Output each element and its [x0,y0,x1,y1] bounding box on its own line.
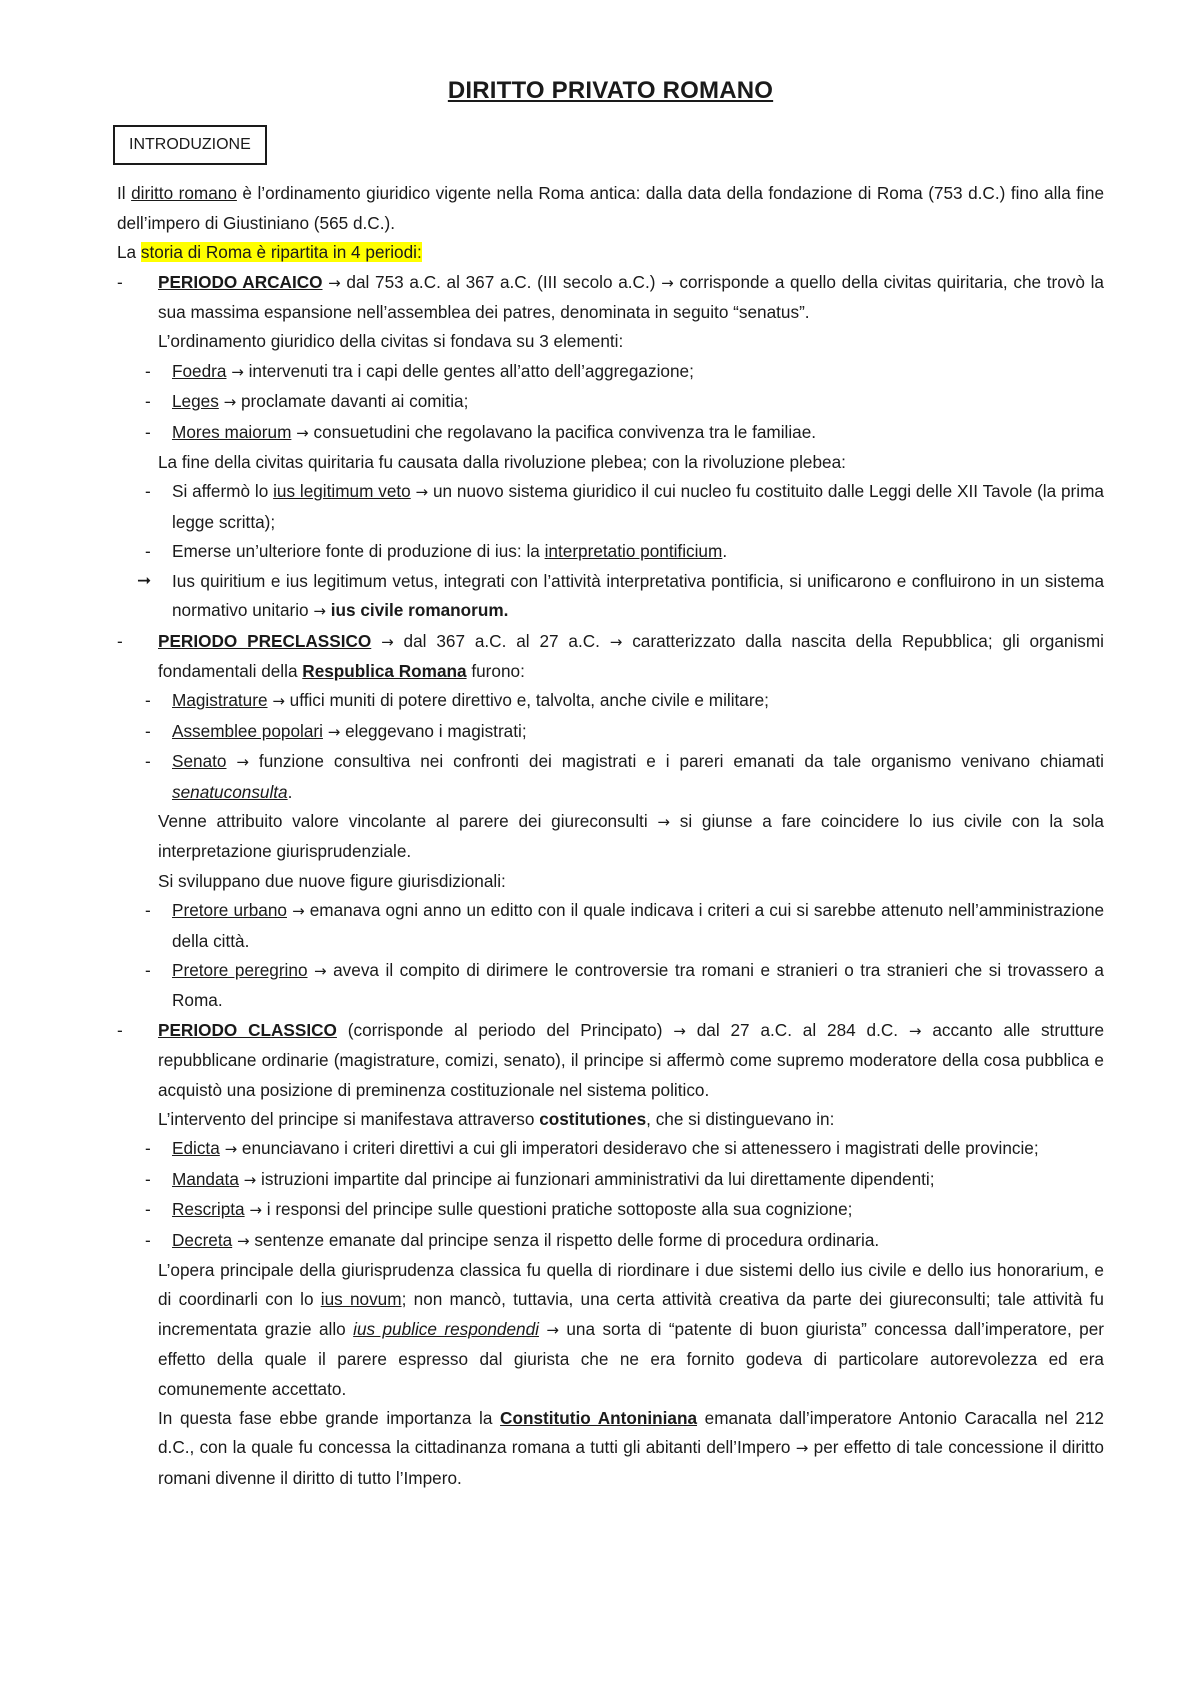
term-diritto-romano: diritto romano [131,183,237,204]
arrow-icon: → [415,483,429,502]
arrow-icon: → [657,812,670,831]
list-item: - Edicta → enunciavano i criteri direttivi a cui gli imperatori desideravo che si attenessero i magistrati delle provincie; [117,1134,1104,1164]
sub-list [117,896,1104,1016]
arrow-icon: → [313,602,326,621]
paragraph: La fine della civitas quiritaria fu causata dalla rivoluzione plebea; con la rivoluzione plebea: [158,452,846,473]
section-box-introduzione: INTRODUZIONE [113,125,267,165]
highlighted-text: storia di Roma è ripartita in 4 periodi [140,242,417,263]
arrow-icon: → [231,362,244,381]
arrow-icon: → [661,273,674,292]
arrow-icon: → [292,902,305,921]
paragraph: In questa fase ebbe grande importanza la Constitutio Antoniniana emanata dall’imperatore Antonio Caracalla nel 212 d.C., con la quale fu concessa la cittadinanza romana a tutti gli abitanti dell’Impero → per effetto di tale concessione il diritto romani divenne il diritto di tutto l’Impero. [158,1408,1104,1488]
paragraph: Venne attribuito valore vincolante al parere dei giureconsulti → si giunse a fare coincidere lo ius civile con la sola interpretazione giurisprudenziale. [158,810,1104,862]
arrow-icon: → [236,753,249,772]
list-item: - Magistrature → uffici muniti di potere direttivo e, talvolta, anche civile e militare; [117,686,1104,716]
sub-list [117,477,1104,626]
list-item: - Foedra → intervenuti tra i capi delle gentes all’atto dell’aggregazione; [117,357,1104,387]
arrow-icon: → [381,632,394,651]
intro-paragraph: Il diritto romano è l’ordinamento giuridico vigente nella Roma antica: dalla data della fondazione di Roma (753 d.C.) fino alla fine dell’impero di Giustiniano (565 d.C.). [117,183,1104,233]
arrow-icon: → [609,632,623,651]
heading-periodo-preclassico: PERIODO PRECLASSICO [158,630,372,651]
list-item-periodo-preclassico: - PERIODO PRECLASSICO → dal 367 a.C. al 27 a.C. → caratterizzato dalla nascita della Repubblica; gli organismi fondamentali della Respublica Romana furono: - Magistrature → uffici muniti di potere direttivo e, talvolta, anche civile e militare; - Assemblee popolari → eleggevano i magistrati; - Senato → funzione consultiva nei confronti dei magistrati e i pareri emanati da tale organismo venivano chiamati senatuconsulta. Venne attribuito valore vincolante al parere dei giureconsulti → si giunse a fare coincidere lo ius civile con la sola interpretazione giurisprudenziale. Si sviluppano due nuove figure giurisdizionali: - Pretore urbano → emanava ogni anno un editto con il quale indicava i criteri a cui si sarebbe attenuto nell’amministrazione della città. - Pretore peregrino → aveva il compito di dirimere le controversie tra romani e stranieri o tra stranieri che si trovassero a Roma. [117,627,1104,1016]
list-item: - Mores maiorum → consuetudini che regolavano la pacifica convivenza tra le familiae. [117,418,1104,448]
arrow-icon: → [236,1231,250,1250]
arrow-icon: → [223,393,237,412]
heading-periodo-classico: PERIODO CLASSICO [158,1019,337,1040]
paragraph: L’intervento del principe si manifestava attraverso costitutiones, che si distinguevano in: [158,1109,835,1129]
arrow-icon: → [272,692,285,711]
list-item-arrow: ➞ Ius quiritium e ius legitimum vetus, integrati con l’attività interpretativa pontificia, si unificarono e confluirono in un sistema normativo unitario → ius civile romanorum. [117,567,1104,627]
arrow-icon: → [327,722,341,741]
arrow-icon: → [546,1320,559,1339]
list-item: - Leges → proclamate davanti ai comitia; [117,387,1104,417]
periods-list [117,268,1104,1494]
arrow-icon: → [908,1021,922,1040]
arrow-icon: → [328,273,341,292]
arrow-icon: → [296,423,309,442]
list-item: - Emerse un’ulteriore fonte di produzione di ius: la interpretatio pontificium. [117,537,1104,566]
sub-list [117,686,1104,807]
list-item: - Mandata → istruzioni impartite dal principe ai funzionari amministrativi da lui direttamente dipendenti; [117,1165,1104,1195]
arrow-icon: → [673,1021,686,1040]
arrow-icon: → [314,961,327,980]
paragraph: L’ordinamento giuridico della civitas si fondava su 3 elementi: [158,331,624,352]
list-item-periodo-arcaico: - PERIODO ARCAICO → dal 753 a.C. al 367 a.C. (III secolo a.C.) → corrisponde a quello della civitas quiritaria, che trovò la sua massima espansione nell’assemblea dei patres, denominata in seguito “senatus”. L’ordinamento giuridico della civitas si fondava su 3 elementi: - Foedra → intervenuti tra i capi delle gentes all’atto dell’aggregazione; - Leges → proclamate davanti ai comitia; - Mores maiorum → consuetudini che regolavano la pacifica convivenza tra le familiae. La fine della civitas quiritaria fu causata dalla rivoluzione plebea; con la rivoluzione plebea: - Si affermò lo ius legitimum veto → un nuovo sistema giuridico il cui nucleo fu costituito dalle Leggi delle XII Tavole (la prima legge scritta); - Emerse un’ulteriore fonte di produzione di ius: la interpretatio pontificium. ➞ Ius quiritium e ius legitimum vetus, integrati con l’attività interpretativa pontificia, si unificarono e confluirono in un sistema normativo unitario → ius civile romanorum. [117,268,1104,627]
document-title: DIRITTO PRIVATO ROMANO [447,77,774,104]
list-item: - Decreta → sentenze emanate dal principe senza il rispetto delle forme di procedura ordinaria. [117,1226,1104,1256]
paragraph: Si sviluppano due nuove figure giurisdizionali: [158,870,506,891]
arrow-icon: → [224,1140,238,1159]
list-item-periodo-classico: - PERIODO CLASSICO (corrisponde al periodo del Principato) → dal 27 a.C. al 284 d.C. → accanto alle strutture repubblicane ordinarie (magistrature, comizi, senato), il principe si affermò come supremo moderatore della cosa pubblica e acquistò una posizione di preminenza costituzionale nel sistema politico. L’intervento del principe si manifestava attraverso costitutiones, che si distinguevano in: - Edicta → enunciavano i criteri direttivi a cui gli imperatori desideravo che si attenessero i magistrati delle provincie; - Mandata → istruzioni impartite dal principe ai funzionari amministrativi da lui direttamente dipendenti; - Rescripta → i responsi del principe sulle questioni pratiche sottoposte alla sua cognizione; - Decreta → sentenze emanate dal principe senza il rispetto delle forme di procedura ordinaria. L’opera principale della giurisprudenza classica fu quella di riordinare i due sistemi dello ius civile e dello ius honorarium, e di coordinarli con lo ius novum; non mancò, tuttavia, una certa attività creativa da parte dei giureconsulti; tale attività fu incrementata grazie allo ius publice respondendi → una sorta di “patente di buon giurista” concessa dall’imperatore, per effetto della quale il parere espresso dal giurista che ne era fornito godeva di particolare autorevolezza ed era comunemente accettato. In questa fase ebbe grande importanza la Constitutio Antoniniana emanata dall’imperatore Antonio Caracalla nel 212 d.C., con la quale fu concessa la cittadinanza romana a tutti gli abitanti dell’Impero → per effetto di tale concessione il diritto romani divenne il diritto di tutto l’Impero. [117,1016,1104,1494]
heading-periodo-arcaico: PERIODO ARCAICO [158,271,323,292]
list-item: - Assemblee popolari → eleggevano i magistrati; [117,717,1104,747]
sub-list [117,1134,1104,1256]
arrow-icon: → [249,1201,262,1220]
arrow-icon: → [243,1170,257,1189]
list-item: - Pretore peregrino → aveva il compito di dirimere le controversie tra romani e stranieri o tra stranieri che si trovassero a Roma. [117,956,1104,1016]
list-item: - Senato → funzione consultiva nei confronti dei magistrati e i pareri emanati da tale organismo venivano chiamati senatuconsulta. [117,747,1104,807]
paragraph: L’opera principale della giurisprudenza classica fu quella di riordinare i due sistemi dello ius civile e dello ius honorarium, e di coordinarli con lo ius novum; non mancò, tuttavia, una certa attività creativa da parte dei giureconsulti; tale attività fu incrementata grazie allo ius publice respondendi → una sorta di “patente di buon giurista” concessa dall’imperatore, per effetto della quale il parere espresso dal giurista che ne era fornito godeva di particolare autorevolezza ed era comunemente accettato. [158,1260,1104,1399]
list-item: - Pretore urbano → emanava ogni anno un editto con il quale indicava i criteri a cui si sarebbe attenuto nell’amministrazione della città. [117,896,1104,956]
list-item: - Si affermò lo ius legitimum veto → un nuovo sistema giuridico il cui nucleo fu costituito dalle Leggi delle XII Tavole (la prima legge scritta); [117,477,1104,537]
arrow-icon: → [795,1439,809,1458]
sub-list [117,357,1104,448]
list-item: - Rescripta → i responsi del principe sulle questioni pratiche sottoposte alla sua cognizione; [117,1195,1104,1225]
periods-intro: La storia di Roma è ripartita in 4 periodi: [117,242,422,263]
